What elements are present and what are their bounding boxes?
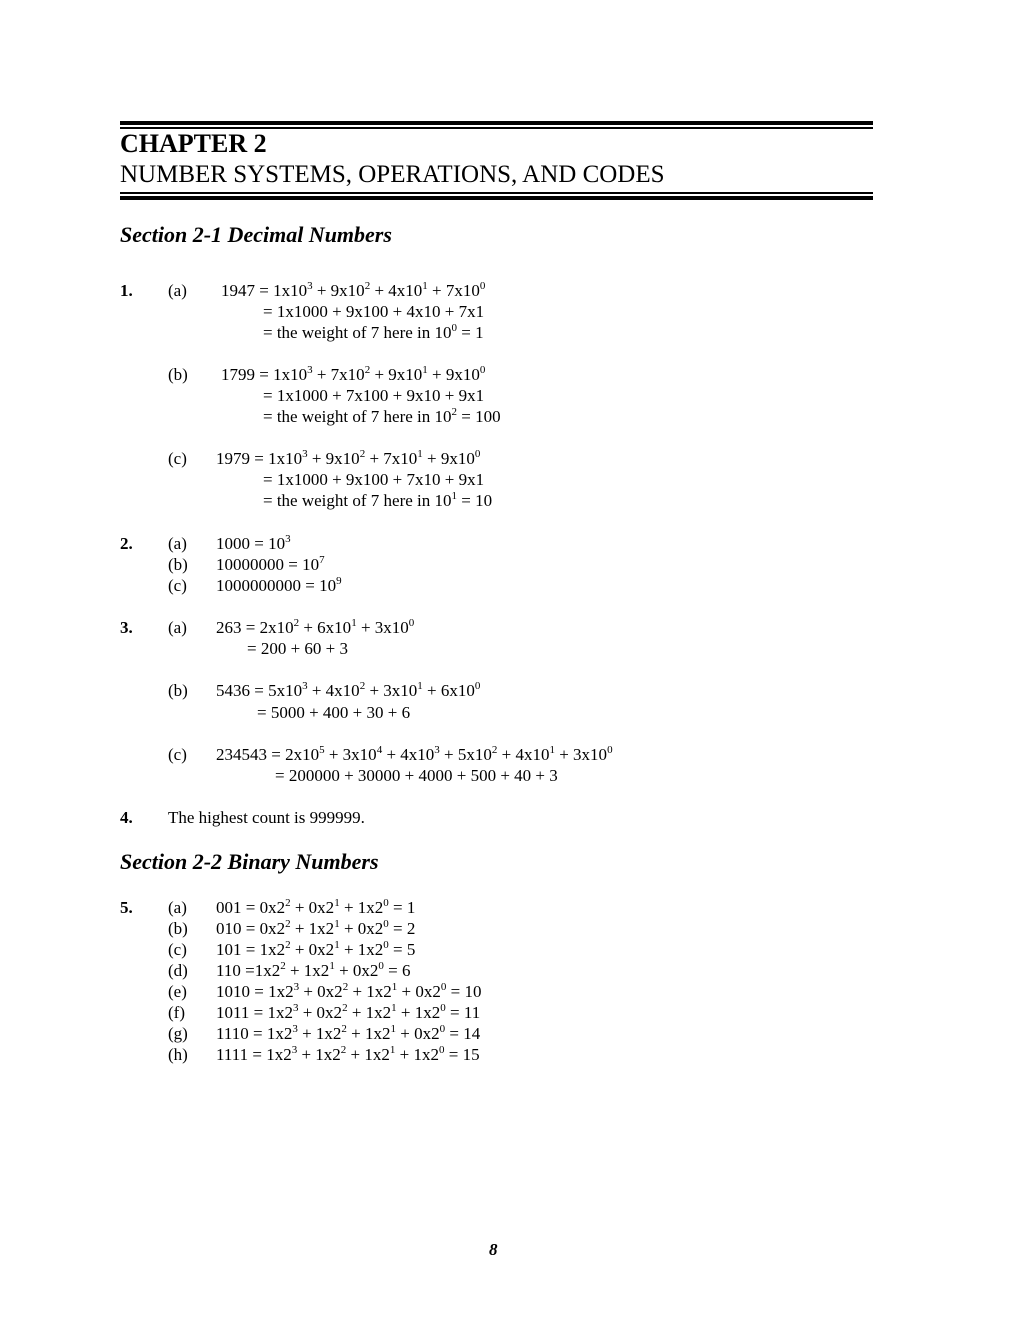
equation-line: = the weight of 7 here in $10^2 = 100$ [263,406,501,426]
equation-line: $1000 = 10^3$ [216,533,291,553]
equation-line: $263 = 2x10^2 + 6x10^1 + 3x10^0$ [216,617,415,637]
equation-line: $1111 = 1x2^3 + 1x2^2 + 1x2^1 + 1x2^0 = 15$ [216,1044,480,1064]
problem-number: 3. [120,618,133,637]
equation-line: = 200 + 60 + 3 [247,639,349,658]
problem-number: 4. [120,808,133,827]
equation-line: = 200000 + 30000 + 4000 + 500 + 40 + 3 [275,766,558,785]
problem-number: 5. [120,898,133,917]
part-label: (b) [168,555,188,574]
problem-number: 2. [120,534,133,553]
chapter-subtitle: NUMBER SYSTEMS, OPERATIONS, AND CODES [120,161,665,188]
bottom-rule-thin [120,192,873,194]
part-label: (h) [168,1045,188,1064]
equation-line: = 5000 + 400 + 30 + 6 [257,703,411,722]
bottom-rule-thick [120,196,873,200]
equation-line: $1979 = 1x10^3 + 9x10^2 + 7x10^1 + 9x10^0$ [216,448,481,468]
top-rule-thick [120,121,873,125]
equation-line: $10000000 = 10^7$ [216,554,325,574]
equation-line: $234543 = 2x10^5 + 3x10^4 + 4x10^3 + 5x10^2 + 4x10^1 + 3x10^0$ [216,744,613,764]
equation-line: $1000000000 = 10^9$ [216,575,342,595]
equation-line: $1011 = 1x2^3 + 0x2^2 + 1x2^1 + 1x2^0 = 11$ [216,1002,481,1022]
equation-line: $5436 = 5x10^3 + 4x10^2 + 3x10^1 + 6x10^0$ [216,680,481,700]
equation-line: $1110 = 1x2^3 + 1x2^2 + 1x2^1 + 0x2^0 = 14$ [216,1023,481,1043]
part-label: (c) [168,940,187,959]
part-label: (c) [168,745,187,764]
equation-line: $110 =1x2^2 + 1x2^1 + 0x2^0 = 6$ [216,960,411,980]
section-heading-decimal: Section 2-1 Decimal Numbers [120,222,392,247]
chapter-title: CHAPTER 2 [120,129,267,158]
part-label: (a) [168,534,187,553]
part-label: (b) [168,681,188,700]
part-label: (a) [168,898,187,917]
part-label: (e) [168,982,187,1001]
answer-text: The highest count is 999999. [168,808,365,827]
equation-line: $1010 = 1x2^3 + 0x2^2 + 1x2^1 + 0x2^0 = 10$ [216,981,482,1001]
equation-line: = 1x1000 + 9x100 + 7x10 + 9x1 [263,470,485,489]
equation-line: $101 = 1x2^2 + 0x2^1 + 1x2^0 = 5$ [216,939,416,959]
section-heading-binary: Section 2-2 Binary Numbers [120,849,379,874]
equation-line: = 1x1000 + 9x100 + 4x10 + 7x1 [263,302,485,321]
equation-line: = the weight of 7 here in $10^0 = 1$ [263,322,484,342]
equation-line: $001 = 0x2^2 + 0x2^1 + 1x2^0 = 1$ [216,897,416,917]
part-label: (d) [168,961,188,980]
equation-line: $010 = 0x2^2 + 1x2^1 + 0x2^0 = 2$ [216,918,416,938]
equation-line: = the weight of 7 here in $10^1 = 10$ [263,490,493,510]
part-label: (c) [168,576,187,595]
part-label: (a) [168,618,187,637]
equation-line: $1799 = 1x10^3 + 7x10^2 + 9x10^1 + 9x10^0$ [221,364,486,384]
part-label: (c) [168,449,187,468]
equation-line: = 1x1000 + 7x100 + 9x10 + 9x1 [263,386,485,405]
part-label: (f) [168,1003,185,1022]
part-label: (b) [168,365,188,384]
part-label: (a) [168,281,187,300]
equation-line: $1947 = 1x10^3 + 9x10^2 + 4x10^1 + 7x10^0$ [221,280,486,300]
page-number: 8 [489,1240,498,1259]
part-label: (b) [168,919,188,938]
problem-number: 1. [120,281,133,300]
part-label: (g) [168,1024,188,1043]
